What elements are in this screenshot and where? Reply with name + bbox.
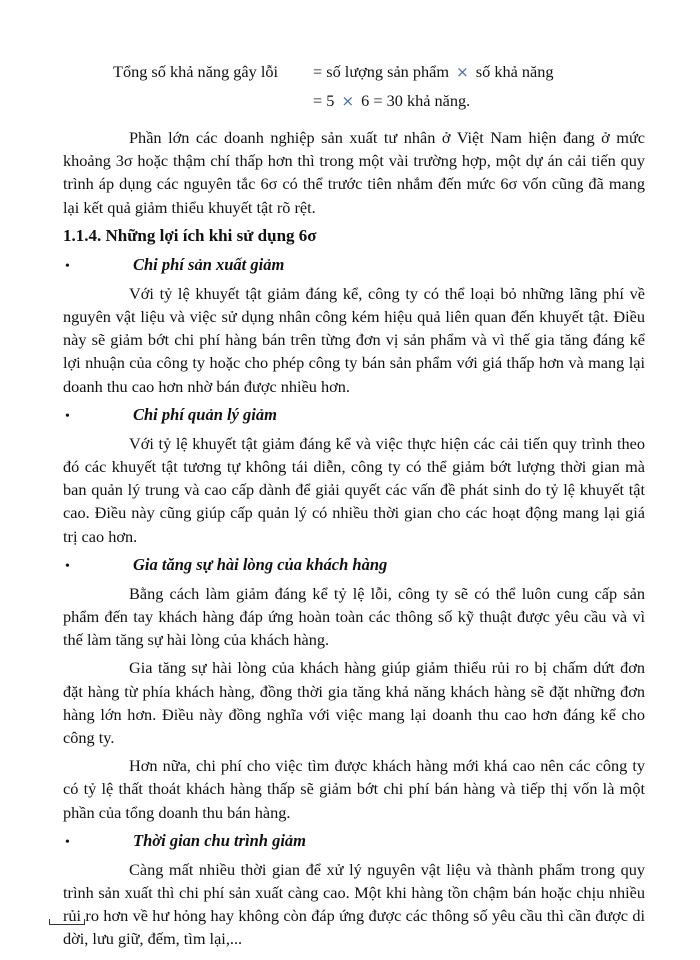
bullet-icon: • [65,408,70,424]
body-paragraph: Với tỷ lệ khuyết tật giảm đáng kể, công ty có thể loại bỏ những lãng phí về nguyên vật liệu và việc sử dụng nhân công kém hiệu quả liên quan đến khuyết tật. Điều này sẽ giảm bớt chi phí hàng bán trên từng đơn vị sản phẩm và vì thế gia tăng đáng kể lợi nhuận của công ty hoặc cho phép công ty bán sản phẩm với giá thấp hơn và mang lại doanh thu cao hơn nhờ bán được nhiều hơn. [63,283,645,396]
body-paragraph: Với tỷ lệ khuyết tật giảm đáng kể và việc thực hiện các cải tiến quy trình theo đó các khuyết tật tương tự không tái diễn, công ty có thể giảm bớt lượng thời gian mà ban quản lý trung và cao cấp dành để giải quyết các vấn đề phát sinh do tỷ lệ khuyết tật cao. Điều này cũng giúp cấp quản lý có nhiều thời gian cho các hoạt động mang lại giá trị cao hơn. [63,433,645,546]
footnote-separator-mark [49,919,85,925]
bullet-title: Gia tăng sự hài lòng của khách hàng [133,554,388,574]
formula-block [63,60,645,118]
bullet-icon: • [65,258,70,274]
bullet-title: Chi phí sản xuất giảm [133,254,285,274]
bullet-heading-cycle-time [63,829,645,855]
bullet-heading-management-cost [63,403,645,429]
intro-paragraph: Phần lớn các doanh nghiệp sản xuất tư nhân ở Việt Nam hiện đang ở mức khoảng 3σ hoặc thậm chí thấp hơn thì trong một vài trường hợp, một dự án cải tiến quy trình áp dụng các nguyên tắc 6σ có thể trước tiên nhắm đến mức 6σ vốn cũng đã mang lại kết quả giảm thiểu khuyết tật rõ rệt. [63,128,645,217]
body-paragraph: Càng mất nhiều thời gian để xử lý nguyên vật liệu và thành phẩm trong quy trình sản xuất thì chi phí sản xuất càng cao. Một khi hàng tồn chậm bán hoặc chịu nhiều rủi ro hơn về hư hỏng hay không còn đáp ứng được các thông số yêu cầu thì cần được di dời, lưu giữ, đếm, tìm lại,... [63,859,645,949]
formula-rhs-b: số khả năng [475,62,554,81]
bullet-icon: • [65,834,70,850]
section-heading: 1.1.4. Những lợi ích khi sử dụng 6σ [63,225,317,245]
formula-row-1 [113,60,554,84]
bullet-title: Thời gian chu trình giảm [133,830,306,850]
bullet-heading-customer-satisfaction [63,553,645,579]
formula-lhs: Tổng số khả năng gây lỗi [113,62,279,81]
bullet-title: Chi phí quản lý giảm [133,404,277,424]
bullet-icon: • [65,558,70,574]
document-page [63,60,645,956]
formula-row2-b: 6 = 30 khả năng. [361,91,471,110]
body-paragraph: Gia tăng sự hài lòng của khách hàng giúp giảm thiểu rủi ro bị chấm dứt đơn đặt hàng từ phía khách hàng, đồng thời gia tăng khả năng khách hàng sẽ đặt những đơn hàng lớn hơn. Điều này đồng nghĩa với việc mang lại doanh thu cao hơn đáng kể cho công ty. [63,658,645,748]
multiply-icon: × [456,63,469,81]
formula-row2-a: = 5 [313,91,335,110]
bullet-heading-production-cost [63,253,645,279]
multiply-icon: × [341,92,355,110]
body-paragraph: Bằng cách làm giảm đáng kể tỷ lệ lỗi, công ty sẽ có thể luôn cung cấp sản phẩm đến tay khách hàng đáp ứng hoàn toàn các thông số kỹ thuật được yêu cầu và vì thế làm tăng sự hài lòng của khách hàng. [63,583,645,650]
body-paragraph: Hơn nữa, chi phí cho việc tìm được khách hàng mới khá cao nên các công ty có tỷ lệ thất thoát khách hàng thấp sẽ giảm bớt chi phí bán hàng và tiếp thị vốn là một phần của tổng doanh thu bán hàng. [63,756,645,822]
formula-row-2 [313,89,470,113]
formula-rhs-a: = số lượng sản phẩm [313,62,450,81]
